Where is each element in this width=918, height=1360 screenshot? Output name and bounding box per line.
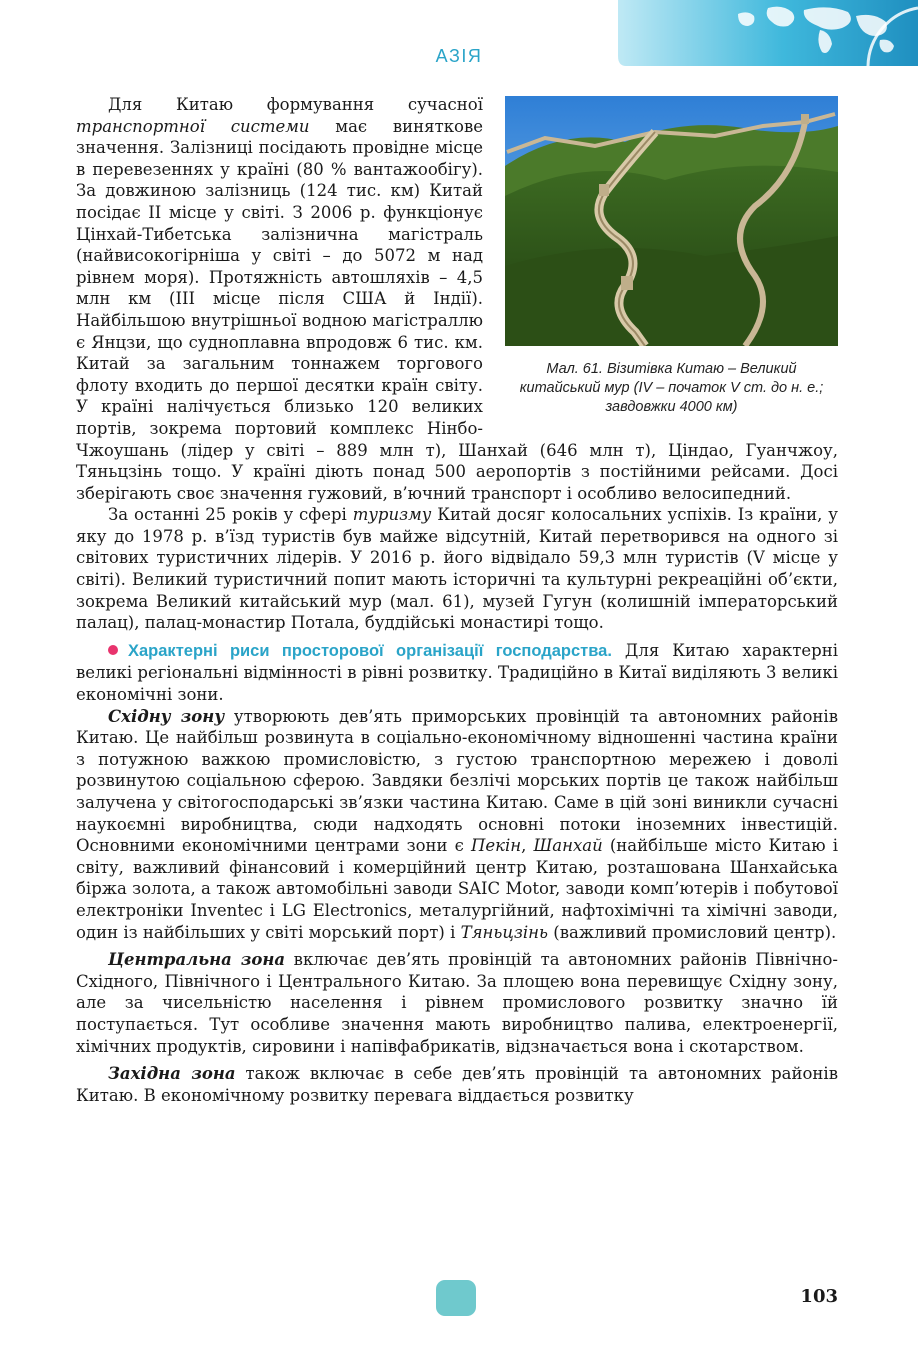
section-heading: Характерні риси просторової організації господарства. xyxy=(128,641,612,660)
term-transport-system: транспортної системи xyxy=(76,116,310,136)
page-number: 103 xyxy=(800,1286,838,1307)
paragraph-tourism: За останні 25 років у сфері туризму Китай досяг колосальних успіхів. Із країни, у яку до 1978 р. в’їзд туристів був майже відсутній, Китай перетворився на одного зі світових туристичних лідерів. У 2016 р. його відвідало 59,3 млн туристів (V місце у світі). Великий туристичний попит мають історичні та культурні рекреаційні об’єкти, зокрема Великий китайський мур (мал. 61), музей Гугун (колишній імператорський палац), палац-монастир Потала, буддійські монастирі тощо. xyxy=(76,505,838,633)
paragraph-west-zone: Західна зона також включає в себе дев’ять провінцій та автономних районів Китаю. В економічному розвитку перевага віддається розвитку xyxy=(76,1064,838,1105)
section-title: АЗІЯ xyxy=(435,46,483,66)
paragraph-east-zone: Східну зону утворюють дев’ять приморських провінцій та автономних районів Китаю. Це найбільш розвинута в соціально-економічному відношенні частина країни з потужною важкою промисловістю, з густою транспортною мережею і доволі розвинутою соціальною сферою. Завдяки безлічі морських портів це також найбільш залучена у світогосподарські зв’язки частина Китаю. Саме в цій зоні виникли сучасні наукоємні виробництва, сюди надходять основні потоки іноземних інвестицій. Основними економічними центрами зони є Пекін, Шанхай (найбільше місто Китаю і світу, важливий фінансовий і комерційний центр Китаю, розташована Шанхайська біржа золота, а також автомобільні заводи SAIC Motor, заводи комп’ютерів і побутової електроніки Inventec і LG Electronics, металургійний, нафтохімічні та хімічні заводи, один із найбільших у світі морський порт) і Тяньцзінь (важливий промисловий центр). xyxy=(76,706,838,942)
city-tianjin: Тяньцзінь xyxy=(460,922,549,942)
term-east-zone: Східну зону xyxy=(108,706,225,726)
section-heading-paragraph: Характерні риси просторової організації господарства. Для Китаю характерні великі регіональні відмінності в рівні розвитку. Традиційно в Китаї виділяють 3 великі економічні зони. xyxy=(76,640,838,705)
city-shanghai: Шанхай xyxy=(533,836,603,856)
paragraph-central-zone: Центральна зона включає дев’ять провінцій та автономних районів Північно-Східного, Північного і Центрального Китаю. За площею вона перевищує Східну зону, але за чисельністю населення і рівнем промислового розвитку значно їй поступається. Тут особливе значення мають виробництво палива, електроенергії, хімічних продуктів, сировини і напівфабрикатів, відзначається вона і скотарством. xyxy=(76,950,838,1056)
term-central-zone: Центральна зона xyxy=(108,950,286,970)
term-tourism: туризму xyxy=(352,505,432,525)
paragraph-transport: Для Китаю формування сучасної транспортної системи має виняткове значення. Залізниці посідають провідне місце в перевезеннях у країні (80 % вантажообігу). За довжиною залізниць (124 тис. км) Китай посідає ІІ місце у світі. З 2006 р. функціонує Цінхай-Тибетська залізнична магістраль (найвисокогірніша у світі – до 5072 м над рівнем моря). Протяжність автошляхів – 4,5 млн км (ІІІ місце після США й Індії). Найбільшою внутрішньої водною магістраллю є Янцзи, що судноплавна впродовж 6 тис. км. Китай за загальним тоннажем торгового флоту входить до першої десятки країн світу. У країні налічується близько 120 великих портів, зокрема портовий комплекс Нінбо-Чжоушань (лідер у світі – 889 млн т), Шанхай (646 млн т), Ціндао, Гуанчжоу, Тяньцзінь тощо. У країні діють понад 500 аеропортів з постійними рейсами. Досі зберігають своє значення гужовий, в’ючний транспорт і особливо велосипедний. xyxy=(76,95,838,503)
term-west-zone: Західна зона xyxy=(108,1064,236,1084)
city-beijing: Пекін xyxy=(470,836,522,856)
great-wall-photo xyxy=(505,96,838,346)
figure xyxy=(505,96,838,417)
figure-caption: Мал. 61. Візитівка Китаю – Великий китайський мур (IV – початок V ст. до н. е.; завдовжки 4000 км) xyxy=(519,361,824,415)
page-tab-decoration xyxy=(436,1280,476,1316)
bullet-marker xyxy=(108,645,118,655)
page-content xyxy=(76,94,838,1106)
